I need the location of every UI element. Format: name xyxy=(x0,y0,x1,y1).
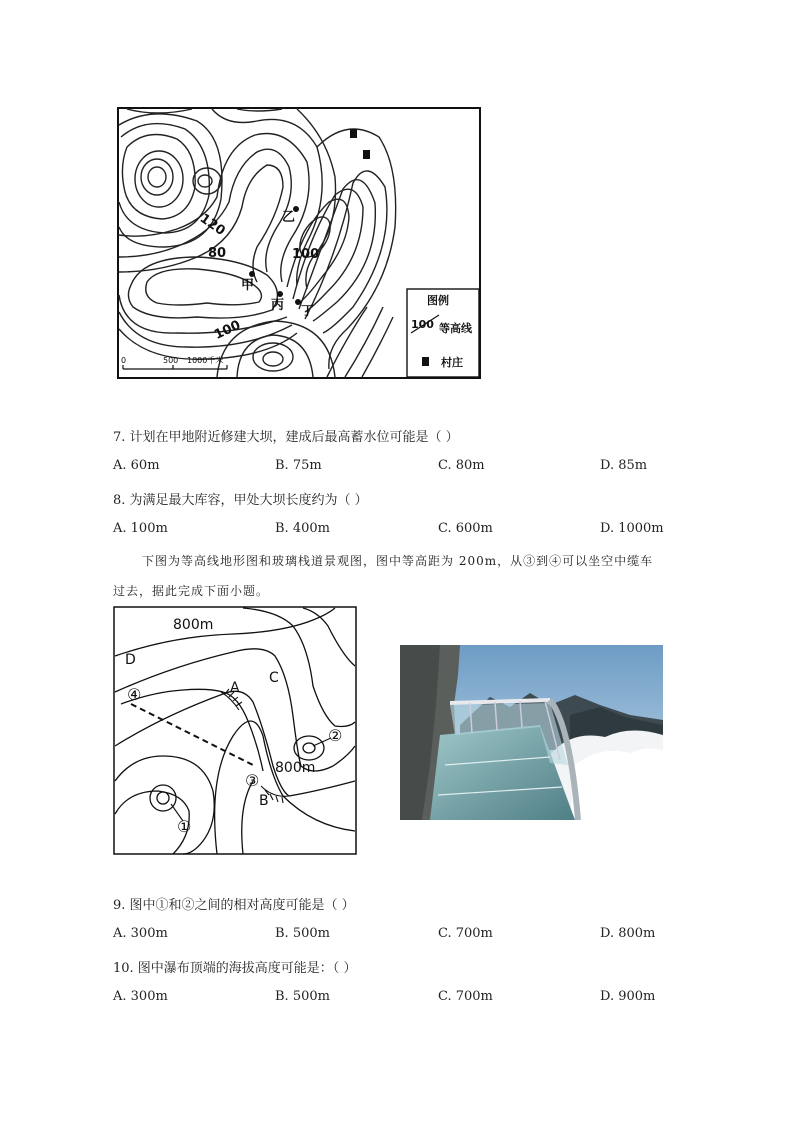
label-jia: 甲 xyxy=(241,278,255,293)
question-8-stem: 8. 为满足最大库容，甲处大坝长度约为（ ） xyxy=(113,493,368,508)
point-1-label: ① xyxy=(177,817,192,836)
contour-map-1 xyxy=(117,107,481,379)
q7-option-a: A. 60m xyxy=(113,458,160,473)
question-9-stem: 9. 图中①和②之间的相对高度可能是（ ） xyxy=(113,898,355,913)
q9-option-a: A. 300m xyxy=(113,926,168,941)
q7-option-c: C. 80m xyxy=(438,458,485,473)
contour-label-800m-right: 800m xyxy=(275,760,316,776)
point-2-label: ② xyxy=(328,726,343,745)
question-10-stem: 10. 图中瀑布顶端的海拔高度可能是：（ ） xyxy=(113,961,357,976)
point-4-label: ④ xyxy=(127,685,142,704)
q7-option-d: D. 85m xyxy=(600,458,648,473)
contour-label-800m-top: 800m xyxy=(173,617,214,633)
q10-option-a: A. 300m xyxy=(113,989,168,1004)
passage-intro-line-1: 下图为等高线地形图和玻璃栈道景观图，图中等高距为 200m，从③到④可以坐空中缆车 xyxy=(142,554,654,568)
contour-label-100: 100 xyxy=(292,247,320,262)
svg-text:1000千米: 1000千米 xyxy=(187,356,224,365)
village-legend-icon xyxy=(422,357,429,366)
label-ding: 丁 xyxy=(301,304,315,319)
point-bing xyxy=(277,291,283,297)
q10-option-c: C. 700m xyxy=(438,989,493,1004)
point-3-label: ③ xyxy=(245,771,260,790)
legend-title: 图例 xyxy=(427,294,449,307)
q7-option-b: B. 75m xyxy=(275,458,322,473)
contour-label-100-lower: 100 xyxy=(212,317,244,343)
label-C: C xyxy=(269,670,279,686)
q8-option-a: A. 100m xyxy=(113,521,168,536)
q8-option-d: D. 1000m xyxy=(600,521,664,536)
glass-walkway-photo xyxy=(400,645,663,820)
label-bing: 丙 xyxy=(271,298,285,313)
point-jia xyxy=(249,271,255,277)
q10-option-b: B. 500m xyxy=(275,989,330,1004)
q9-option-b: B. 500m xyxy=(275,926,330,941)
q9-option-c: C. 700m xyxy=(438,926,493,941)
svg-text:500: 500 xyxy=(163,356,179,365)
svg-text:0: 0 xyxy=(121,356,127,365)
village-icon xyxy=(350,129,357,138)
map-legend xyxy=(407,289,479,377)
contour-label-80: 80 xyxy=(208,246,227,261)
label-yi: 乙 xyxy=(282,210,296,225)
q8-option-b: B. 400m xyxy=(275,521,330,536)
contour-label-120: 120 xyxy=(196,211,228,239)
question-7-stem: 7. 计划在甲地附近修建大坝，建成后最高蓄水位可能是（ ） xyxy=(113,430,459,445)
contour-map-2 xyxy=(113,606,357,855)
legend-village-label: 村庄 xyxy=(441,356,463,369)
q8-option-c: C. 600m xyxy=(438,521,493,536)
q9-option-d: D. 800m xyxy=(600,926,656,941)
legend-contour-label: 等高线 xyxy=(439,322,472,335)
label-A: A xyxy=(230,680,240,696)
label-D: D xyxy=(125,652,136,668)
label-B: B xyxy=(259,793,269,809)
q10-option-d: D. 900m xyxy=(600,989,656,1004)
legend-contour-value: 100 xyxy=(411,318,434,331)
passage-intro-line-2: 过去，据此完成下面小题。 xyxy=(113,584,270,598)
village-icon xyxy=(363,150,370,159)
